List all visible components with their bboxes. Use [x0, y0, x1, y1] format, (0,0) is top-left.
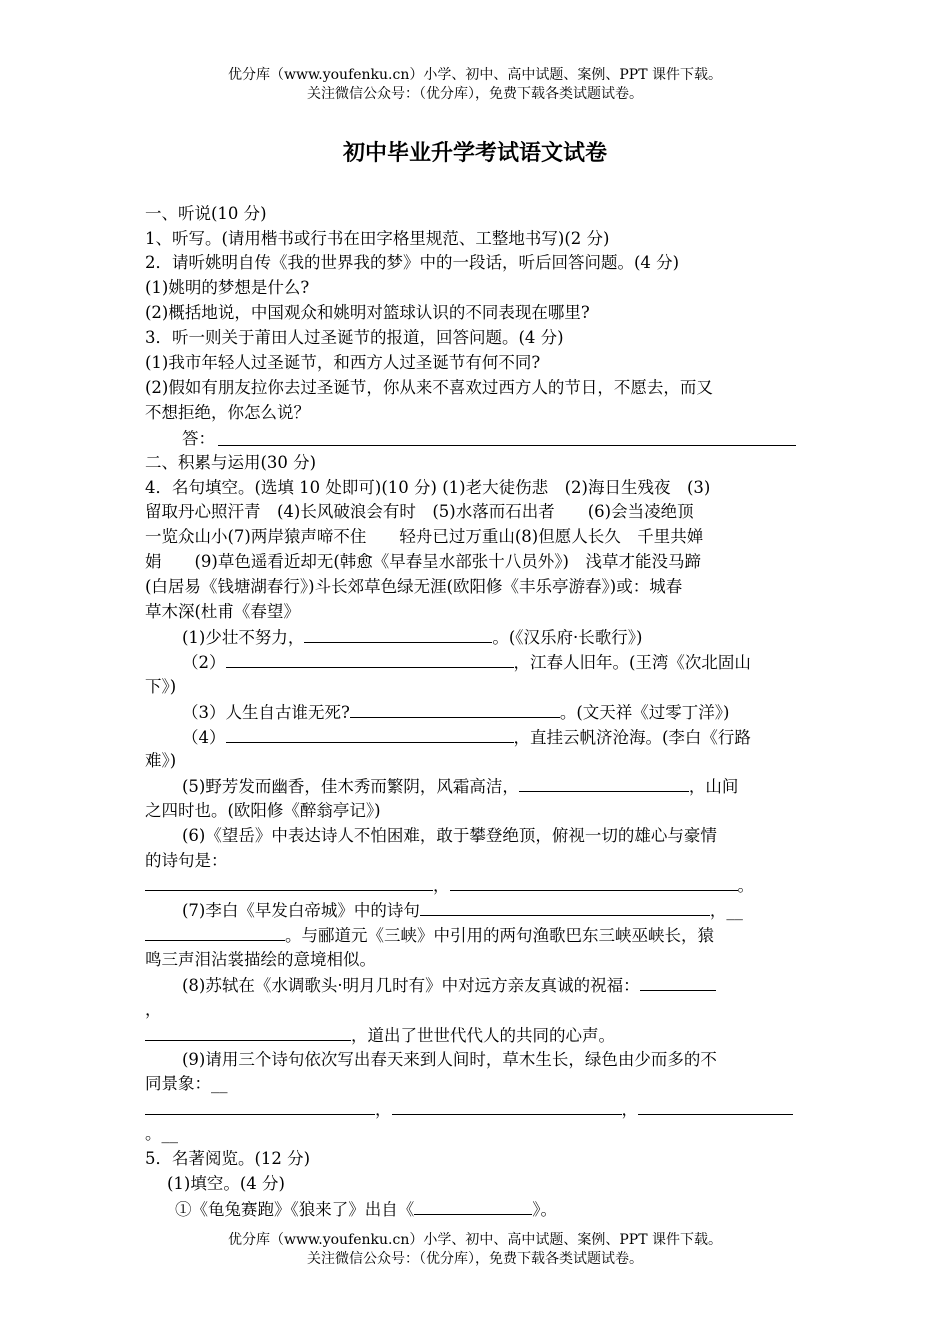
question-text: (白居易《钱塘湖春行》)斗长郊草色绿无涯(欧阳修《丰乐亭游春》)或：城春	[145, 577, 683, 596]
fill-line: ①《龟兔赛跑》《狼来了》出自《 》。	[145, 1196, 840, 1222]
blank[interactable]	[145, 922, 285, 941]
question-text: ，	[145, 1000, 162, 1019]
question-text: (1)姚明的梦想是什么?	[145, 278, 310, 297]
blank[interactable]	[392, 1096, 622, 1115]
question-text: 同景象：__	[145, 1074, 228, 1093]
question-text: 鸣三声泪沾裳描绘的意境相似。	[145, 950, 376, 969]
header-line-2: 关注微信公众号：（优分库），免费下载各类试题试卷。	[307, 86, 643, 102]
blank[interactable]	[640, 972, 716, 991]
question-text: 难》)	[145, 751, 177, 770]
blank[interactable]	[350, 699, 560, 718]
answer-blank	[218, 445, 796, 446]
question-text: (2)概括地说，中国观众和姚明对篮球认识的不同表现在哪里?	[145, 303, 590, 322]
blank[interactable]	[304, 624, 492, 643]
question-text: 3．听一则关于莆田人过圣诞节的报道，回答问题。(4 分)	[145, 328, 564, 347]
blank[interactable]	[145, 1096, 375, 1115]
question-text: 的诗句是：	[145, 851, 228, 870]
section-heading: 二、积累与运用(30 分)	[145, 453, 317, 472]
question-text: 之四时也。(欧阳修《醉翁亭记》)	[145, 801, 381, 820]
fill-line: （2） ，江春人旧年。(王湾《次北固山	[145, 649, 847, 675]
question-text: (2)假如有朋友拉你去过圣诞节，你从来不喜欢过西方人的节日，不愿去，而又	[145, 378, 713, 397]
page-title: 初中毕业升学考试语文试卷	[342, 141, 607, 166]
question-text: 4．名句填空。(选填 10 处即可)(10 分) (1)老大徒伤悲 (2)海日生残夜 (3)	[145, 478, 711, 497]
fill-line: ， 。	[145, 872, 810, 898]
blank[interactable]	[638, 1096, 793, 1115]
blank[interactable]	[420, 897, 710, 916]
question-text: 草木深(杜甫《春望》	[145, 602, 300, 621]
answer-label: 答：	[182, 429, 215, 448]
question-text: (1)填空。(4 分)	[167, 1174, 285, 1193]
question-text: (6)《望岳》中表达诗人不怕困难，敢于攀登绝顶，俯视一切的雄心与豪情	[182, 826, 717, 845]
blank[interactable]	[145, 1022, 351, 1041]
question-text: (1)我市年轻人过圣诞节，和西方人过圣诞节有何不同?	[145, 353, 541, 372]
question-text: 娟 (9)草色遥看近却无(韩愈《早春呈水部张十八员外》) 浅草才能没马蹄	[145, 552, 701, 571]
section-heading: 5．名著阅览。(12 分)	[145, 1149, 311, 1168]
blank[interactable]	[519, 773, 689, 792]
fill-line: （4） ，直挂云帆济沧海。(李白《行路	[145, 724, 847, 750]
fill-line: （3）人生自古谁无死? 。(文天祥《过零丁洋》)	[145, 699, 847, 725]
question-text: (9)请用三个诗句依次写出春天来到人间时，草木生长，绿色由少而多的不	[182, 1050, 717, 1069]
question-text: 1、听写。(请用楷书或行书在田字格里规范、工整地书写)(2 分)	[145, 229, 610, 248]
blank[interactable]	[226, 649, 514, 668]
question-text: 不想拒绝，你怎么说？	[145, 403, 310, 422]
blank[interactable]	[450, 872, 738, 891]
question-text: 。__	[145, 1124, 178, 1143]
blank[interactable]	[414, 1196, 532, 1215]
question-text: 2．请听姚明自传《我的世界我的梦》中的一段话，听后回答问题。(4 分)	[145, 253, 680, 272]
blank[interactable]	[145, 872, 433, 891]
fill-line: ，道出了世世代代人的共同的心声。	[145, 1022, 810, 1048]
footer-line-1: 优分库（www.youfenku.cn）小学、初中、高中试题、案例、PPT 课件下载。	[227, 1232, 722, 1248]
question-text: 下》)	[145, 677, 177, 696]
fill-line: (8)苏轼在《水调歌头·明月几时有》中对远方亲友真诚的祝福：	[145, 972, 847, 998]
footer-line-2: 关注微信公众号：（优分库），免费下载各类试题试卷。	[307, 1251, 643, 1267]
fill-line: (1)少壮不努力， 。(《汉乐府·长歌行》)	[145, 624, 847, 650]
fill-line: (7)李白《早发白帝城》中的诗句 ，__	[145, 897, 847, 923]
fill-line: 。与郦道元《三峡》中引用的两句渔歌巴东三峡巫峡长，猿	[145, 922, 810, 948]
question-text: 一览众山小(7)两岸猿声啼不住 轻舟已过万重山(8)但愿人长久 千里共婵	[145, 527, 704, 546]
fill-line: ， ，	[145, 1096, 810, 1122]
blank[interactable]	[226, 724, 514, 743]
section-heading: 一、听说(10 分)	[145, 204, 267, 223]
question-text: 留取丹心照汗青 (4)长风破浪会有时 (5)水落而石出者 (6)会当凌绝顶	[145, 502, 694, 521]
fill-line: (5)野芳发而幽香，佳木秀而繁阴，风霜高洁， ，山间	[145, 773, 847, 799]
header-line-1: 优分库（www.youfenku.cn）小学、初中、高中试题、案例、PPT 课件下载。	[227, 67, 722, 83]
